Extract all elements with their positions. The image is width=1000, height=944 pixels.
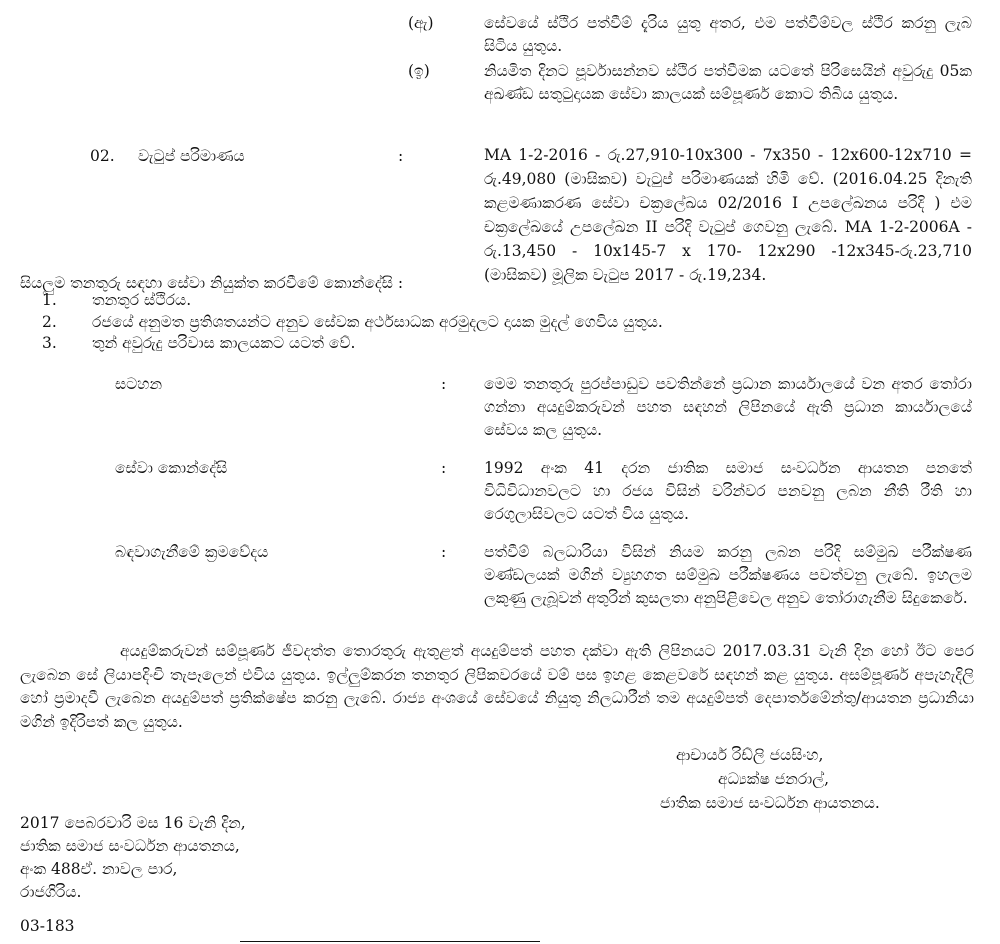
section-label-recruitment: බඳවාගැනීමේ ක්‍රමවේදය xyxy=(115,543,269,561)
condition-text-1: තනතුර ස්ථිරය. xyxy=(92,291,192,309)
section-text-service-conditions: 1992 අංක 41 දරන ජාතික සමාජ සංවර්ධන ආයතන පනතේ විධිවිධානවලට හා රජය විසින් වරින්වර පනවනු ලබන නීති රීති හා රෙගුලාසිවලට යටත් විය යුතුය. xyxy=(484,459,972,523)
section-colon-note: : xyxy=(441,375,447,393)
signature-name: ආචාර්ය රිඩ්ලි ජයසිංහ, xyxy=(676,746,824,764)
closing-paragraph: අයදුම්කරුවන් සම්පූර්ණ ජීවදත්ත තොරතුරු ඇතුළත් අයදුම්පත් පහත දක්වා ඇති ලිපිනයට 2017.03.31 වැනි දින හෝ ඊට පෙර ලැබෙන සේ ලියාපදිංචි තැපෑලෙන් එවිය යුතුය. ඉල්ලුම්කරන තනතුර ලිපිකවරයේ වම් පස ඉහළ කෙළවරේ සඳහන් කළ යුතුය. අසම්පූර්ණ අපැහැදිලි හෝ ප්‍රමාදවී ලැබෙන අයදුම්පත් ප්‍රතික්ෂේප කරනු ලැබේ. රාජ්‍ය අංශයේ සේවයේ නියුතු නිලධාරීන් තම අයදුම්පත් දෙපාර්තමේන්තු/ආයතන ප්‍රධානියා මගින් ඉදිරිපත් කල යුතුය. xyxy=(20,642,974,731)
reference-code: 03-183 xyxy=(20,917,75,935)
salary-number: 02. xyxy=(90,147,115,165)
signature-org: ජාතික සමාජ සංවර්ධන ආයතනය. xyxy=(660,794,880,812)
item-text-ae: සේවයේ ස්ථිර පත්වීම් දැරිය යුතු අතර, එම පත්වීම්වල ස්ථිර කරනු ලැබ සිටිය යුතුය. xyxy=(484,14,972,55)
bottom-divider xyxy=(240,941,540,942)
section-label-note: සටහන xyxy=(115,375,163,393)
section-label-service-conditions: සේවා කොන්දේසි xyxy=(115,459,228,477)
salary-label: වැටුප් පරිමාණය xyxy=(138,147,245,165)
item-marker-i: (ඉ) xyxy=(408,62,430,80)
conditions-heading: සියලුම තනතුරු සඳහා සේවා නියුක්ත කරවීමේ කොන්දේසි : xyxy=(20,274,404,292)
condition-num-1: 1. xyxy=(42,291,57,309)
address-line-institution: ජාතික සමාජ සංවර්ධන ආයතනය, xyxy=(20,837,240,855)
condition-text-3: තුන් අවුරුදු පරිවාස කාලයකට යටත් වේ. xyxy=(92,334,356,352)
condition-text-2: රජයේ අනුමත ප්‍රතිශතයන්ට අනුව සේවක අර්ථසාධක අරමුදලට දායක මුදල් ගෙවිය යුතුය. xyxy=(92,313,663,331)
address-line-date: 2017 පෙබරවාරි මස 16 වැනි දින, xyxy=(20,814,246,832)
section-text-recruitment: පත්වීම් බලධාරියා විසින් නියම කරනු ලබන පරිදි සම්මුඛ පරීක්ෂණ මණ්ඩලයක් මගින් ව්‍යුහගත සම්මුඛ පරීක්ෂණය පවත්වනු ලැබේ. ඉහලම ලකුණු ලැබූවන් අතුරින් කුසලතා අනුපිළිවෙල අනුව තෝරාගැනීම සිදුකෙරේ. xyxy=(484,543,972,607)
item-marker-ae: (ඇ) xyxy=(408,14,434,32)
signature-title: අධ්‍යක්ෂ ජනරාල්, xyxy=(718,770,830,788)
section-colon-recruitment: : xyxy=(441,543,447,561)
address-line-city: රාජගිරිය. xyxy=(20,883,82,901)
salary-text: MA 1-2-2016 - රු.27,910-10x300 - 7x350 - 12x600-12x710 = රු.49,080 (මාසිකව) වැටුප් පරිමාණයක් හිමි වේ. (2016.04.25 දිනැති කළමණාකරණ සේවා චක්‍රලේඛය 02/2016 I උපලේඛනය පරිදි ) එම චක්‍රලේඛයේ උපලේඛන II පරිදි වැටුප් ගෙවනු ලැබේ. MA 1-2-2006A - රු.13,450 - 10x145-7 x 170- 12x290 -12x345-රු.23,710 (මාසිකව) මූලික වැටුප 2017 - රු.19,234. xyxy=(484,146,972,284)
item-text-i: නියමිත දිනට පූර්වාසන්නව ස්ථිර පත්වීමක යටතේ පිරිසෙයින් අවුරුදු 05ක අඛණ්ඩ සතුටුදායක සේවා කාලයක් සම්පූර්ණ කොට තිබිය යුතුය. xyxy=(484,62,972,103)
condition-num-2: 2. xyxy=(42,313,57,331)
section-colon-service-conditions: : xyxy=(441,459,447,477)
salary-colon: : xyxy=(398,147,404,165)
address-line-street: අංක 488ඒ. නාවල පාර, xyxy=(20,860,178,878)
section-text-note: මෙම තනතුරු පුරප්පාඩුව පවතින්නේ ප්‍රධාන කාර්යාලයේ වන අතර තෝරා ගන්නා අයදුම්කරුවන් පහත සඳහන් ලිපිනයේ ඇති ප්‍රධාන කාර්යාලයේ සේවය කල යුතුය. xyxy=(484,375,972,439)
condition-num-3: 3. xyxy=(42,334,57,352)
